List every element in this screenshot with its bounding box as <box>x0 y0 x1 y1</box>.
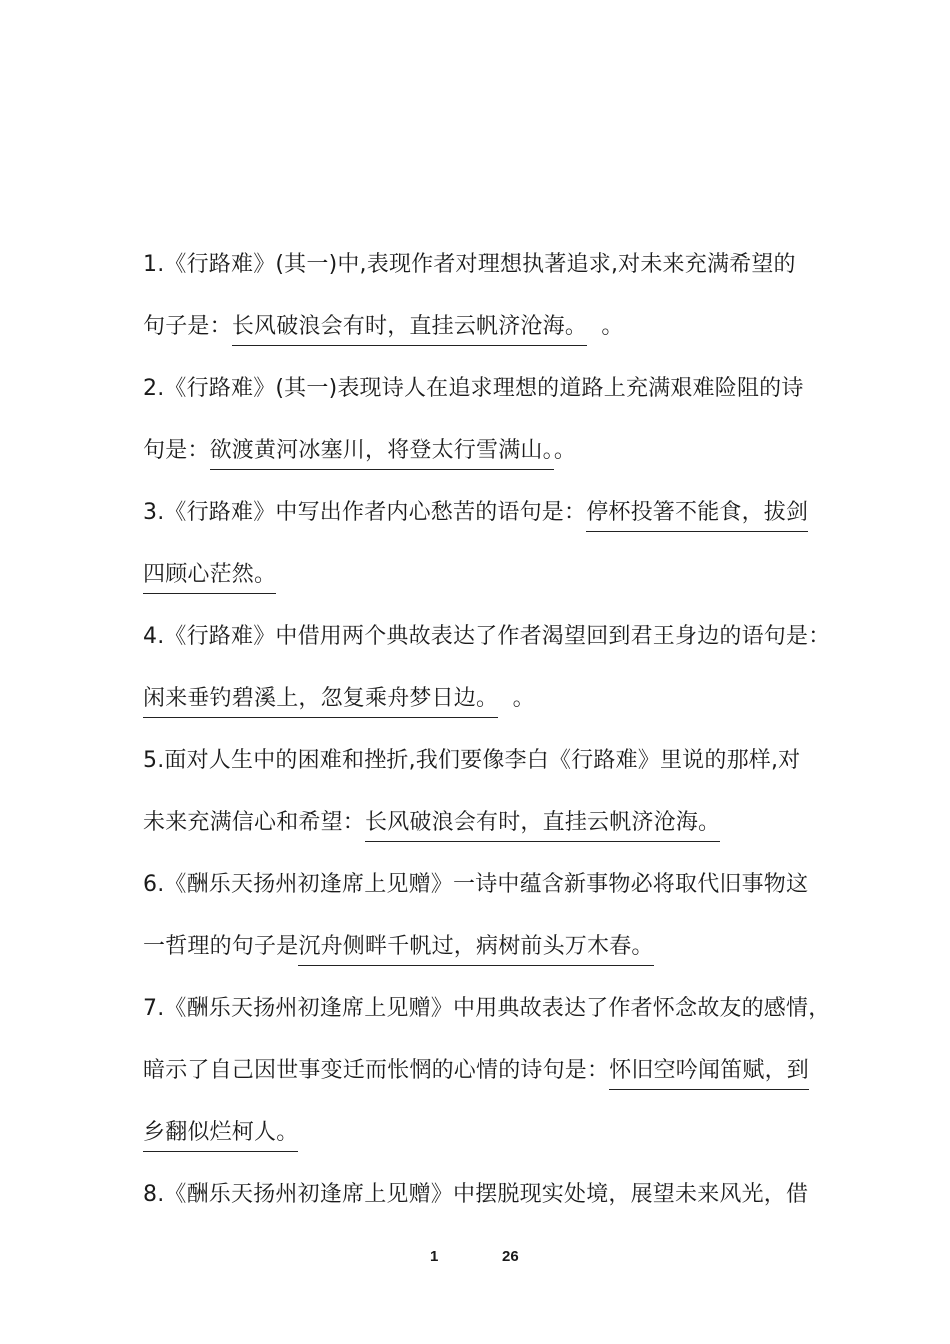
question-6-text: 6.《酬乐天扬州初逢席上见赠》一诗中蕴含新事物必将取代旧事物这 <box>143 872 809 897</box>
question-4-line-1 <box>143 622 831 652</box>
question-5-line-2 <box>143 808 813 838</box>
question-2-prefix: 句是： <box>143 438 210 463</box>
question-7-prefix: 暗示了自己因世事变迁而怅惘的心情的诗句是： <box>143 1058 610 1083</box>
question-5-line-1 <box>143 746 813 776</box>
question-7-answer-part-1: 怀旧空吟闻笛赋，到 <box>609 1058 809 1090</box>
question-2-answer: 欲渡黄河冰塞川，将登太行雪满山。 <box>210 438 554 470</box>
page-number: 1 <box>430 1248 439 1265</box>
question-8-text: 8.《酬乐天扬州初逢席上见赠》中摆脱现实处境，展望未来风光，借 <box>143 1182 809 1207</box>
question-6-line-2 <box>143 932 813 962</box>
question-2-line-2 <box>143 436 813 466</box>
question-1-line-2 <box>143 312 813 342</box>
question-8-line-1 <box>143 1180 813 1210</box>
question-6-prefix: 一哲理的句子是 <box>143 934 299 959</box>
question-3-answer-part-1: 停杯投箸不能食，拔剑 <box>586 500 808 532</box>
question-1-end: 。 <box>601 314 624 339</box>
question-5-answer: 长风破浪会有时，直挂云帆济沧海。 <box>365 810 720 842</box>
question-3-line-1 <box>143 498 813 528</box>
question-5-prefix: 未来充满信心和希望： <box>143 810 366 835</box>
question-1-prefix: 句子是： <box>143 314 232 339</box>
question-3-answer-part-2: 四顾心茫然。 <box>143 562 276 594</box>
question-4-text: 4.《行路难》中借用两个典故表达了作者渴望回到君王身边的语句是： <box>143 624 831 649</box>
question-1-text: 1.《行路难》(其一)中,表现作者对理想执著追求,对未来充满希望的 <box>143 252 796 277</box>
question-2-end: 。 <box>553 438 577 463</box>
question-7-line-1 <box>143 994 831 1024</box>
question-3-line-2 <box>143 560 813 590</box>
question-3-text: 3.《行路难》中写出作者内心愁苦的语句是： <box>143 500 587 525</box>
question-4-answer: 闲来垂钓碧溪上，忽复乘舟梦日边。 <box>143 686 498 718</box>
question-7-line-2 <box>143 1056 813 1086</box>
question-7-answer-part-2: 乡翻似烂柯人。 <box>143 1120 298 1152</box>
total-pages: 26 <box>502 1248 519 1265</box>
question-7-line-3 <box>143 1118 813 1148</box>
question-2-text: 2.《行路难》(其一)表现诗人在追求理想的道路上充满艰难险阻的诗 <box>143 376 804 401</box>
question-1-line-1 <box>143 250 813 280</box>
question-4-end: 。 <box>512 686 535 711</box>
question-4-line-2 <box>143 684 813 714</box>
question-6-answer: 沉舟侧畔千帆过，病树前头万木春。 <box>298 934 653 966</box>
question-2-line-1 <box>143 374 813 404</box>
question-1-answer: 长风破浪会有时，直挂云帆济沧海。 <box>232 314 587 346</box>
question-6-line-1 <box>143 870 813 900</box>
question-5-text: 5.面对人生中的困难和挫折,我们要像李白《行路难》里说的那样,对 <box>143 748 801 773</box>
question-7-text: 7.《酬乐天扬州初逢席上见赠》中用典故表达了作者怀念故友的感情， <box>143 996 831 1021</box>
